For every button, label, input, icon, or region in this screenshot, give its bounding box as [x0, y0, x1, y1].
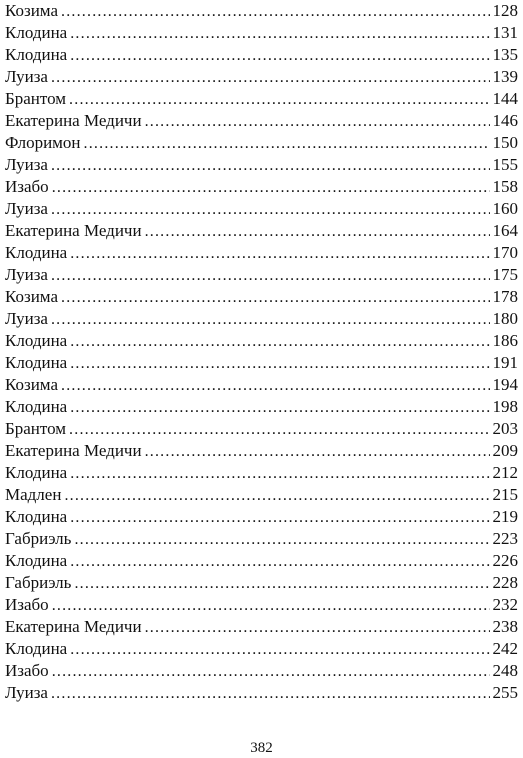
dot-leader [70, 353, 489, 374]
toc-entry-title: Клодина [5, 243, 68, 262]
toc-entry-page: 209 [492, 441, 518, 460]
toc-entry-title: Клодина [5, 551, 68, 570]
toc-entry [5, 286, 518, 308]
dot-leader [69, 419, 489, 440]
dot-leader [52, 661, 490, 682]
toc-entry [5, 110, 518, 132]
dot-leader [51, 683, 490, 704]
toc-entry-title: Козима [5, 1, 58, 20]
toc-entry-page: 186 [492, 331, 518, 350]
toc-entry [5, 66, 518, 88]
toc-entry [5, 638, 518, 660]
dot-leader [70, 463, 489, 484]
dot-leader [52, 595, 490, 616]
toc-entry-page: 131 [492, 23, 518, 42]
toc-entry [5, 572, 518, 594]
page-number: 382 [250, 740, 273, 756]
toc-entry-title: Екатерина Медичи [5, 617, 142, 636]
toc-entry-title: Клодина [5, 353, 68, 372]
toc-entry-title: Брантом [5, 419, 67, 438]
toc-entry [5, 462, 518, 484]
toc-entry [5, 308, 518, 330]
toc-entry-title: Клодина [5, 45, 68, 64]
toc-entry-page: 178 [492, 287, 518, 306]
dot-leader [70, 45, 489, 66]
toc-entry [5, 44, 518, 66]
toc-entry-title: Козима [5, 375, 58, 394]
toc-entry-page: 191 [492, 353, 518, 372]
toc-entry [5, 418, 518, 440]
dot-leader [145, 617, 490, 638]
dot-leader [70, 551, 489, 572]
toc-entry-title: Луиза [5, 199, 48, 218]
toc-entry-title: Луиза [5, 67, 48, 86]
toc-entry-page: 203 [492, 419, 518, 438]
toc-entry [5, 484, 518, 506]
toc-entry-title: Екатерина Медичи [5, 221, 142, 240]
toc-entry [5, 330, 518, 352]
toc-entry-page: 215 [492, 485, 518, 504]
dot-leader [84, 133, 490, 154]
toc-entry [5, 660, 518, 682]
toc-entry-page: 226 [492, 551, 518, 570]
toc-entry-title: Луиза [5, 309, 48, 328]
toc-entry [5, 132, 518, 154]
dot-leader [74, 529, 489, 550]
toc-entry-title: Мадлен [5, 485, 62, 504]
dot-leader [51, 67, 490, 88]
toc-entry-page: 146 [492, 111, 518, 130]
toc-entry-page: 219 [492, 507, 518, 526]
toc-entry [5, 440, 518, 462]
toc-entry [5, 682, 518, 704]
toc-entry-title: Луиза [5, 155, 48, 174]
toc-entry-page: 255 [492, 683, 518, 702]
dot-leader [70, 23, 489, 44]
toc-entry-title: Екатерина Медичи [5, 441, 142, 460]
toc-entry-title: Изабо [5, 661, 49, 680]
dot-leader [70, 243, 489, 264]
toc-entry-page: 242 [492, 639, 518, 658]
dot-leader [70, 331, 489, 352]
dot-leader [51, 155, 490, 176]
toc-entry-title: Клодина [5, 463, 68, 482]
toc-entry-title: Изабо [5, 177, 49, 196]
toc-entry [5, 154, 518, 176]
toc-entry-title: Клодина [5, 23, 68, 42]
dot-leader [51, 265, 490, 286]
toc-entry [5, 396, 518, 418]
toc-entry [5, 550, 518, 572]
dot-leader [61, 375, 490, 396]
toc-entry-page: 175 [492, 265, 518, 284]
toc-entry [5, 264, 518, 286]
toc-entry-page: 150 [492, 133, 518, 152]
toc-entry-title: Клодина [5, 639, 68, 658]
toc-entry [5, 242, 518, 264]
toc-entry [5, 22, 518, 44]
toc-entry-title: Клодина [5, 397, 68, 416]
toc-entry-title: Козима [5, 287, 58, 306]
dot-leader [51, 199, 490, 220]
toc-entry-title: Габриэль [5, 529, 72, 548]
toc-entry-page: 160 [492, 199, 518, 218]
toc-entry [5, 352, 518, 374]
toc-entry-title: Екатерина Медичи [5, 111, 142, 130]
toc-entry-page: 180 [492, 309, 518, 328]
toc-entry-page: 139 [492, 67, 518, 86]
toc-entry-page: 232 [492, 595, 518, 614]
toc-entry-title: Клодина [5, 331, 68, 350]
table-of-contents [5, 0, 518, 704]
toc-entry-page: 223 [492, 529, 518, 548]
toc-entry [5, 374, 518, 396]
dot-leader [52, 177, 490, 198]
toc-entry-page: 194 [492, 375, 518, 394]
toc-entry [5, 616, 518, 638]
toc-entry [5, 528, 518, 550]
dot-leader [51, 309, 490, 330]
toc-entry-page: 212 [492, 463, 518, 482]
dot-leader [145, 111, 490, 132]
dot-leader [61, 287, 490, 308]
toc-entry-page: 144 [492, 89, 518, 108]
toc-entry-page: 228 [492, 573, 518, 592]
dot-leader [145, 441, 490, 462]
dot-leader [70, 639, 489, 660]
toc-entry-title: Луиза [5, 683, 48, 702]
toc-entry-title: Габриэль [5, 573, 72, 592]
toc-entry [5, 594, 518, 616]
toc-entry-title: Флоримон [5, 133, 81, 152]
toc-entry [5, 88, 518, 110]
toc-entry-page: 164 [492, 221, 518, 240]
toc-entry-title: Брантом [5, 89, 67, 108]
toc-entry-page: 155 [492, 155, 518, 174]
toc-entry-page: 248 [492, 661, 518, 680]
toc-entry [5, 506, 518, 528]
toc-entry-page: 170 [492, 243, 518, 262]
toc-entry [5, 220, 518, 242]
dot-leader [69, 89, 489, 110]
toc-entry [5, 176, 518, 198]
toc-entry-title: Луиза [5, 265, 48, 284]
dot-leader [74, 573, 489, 594]
dot-leader [64, 485, 489, 506]
toc-entry [5, 198, 518, 220]
toc-entry-page: 198 [492, 397, 518, 416]
dot-leader [70, 397, 489, 418]
dot-leader [70, 507, 489, 528]
dot-leader [145, 221, 490, 242]
toc-entry [5, 0, 518, 22]
dot-leader [61, 1, 490, 22]
toc-entry-page: 128 [492, 1, 518, 20]
toc-entry-title: Клодина [5, 507, 68, 526]
toc-entry-page: 238 [492, 617, 518, 636]
toc-entry-page: 158 [492, 177, 518, 196]
toc-entry-page: 135 [492, 45, 518, 64]
toc-entry-title: Изабо [5, 595, 49, 614]
